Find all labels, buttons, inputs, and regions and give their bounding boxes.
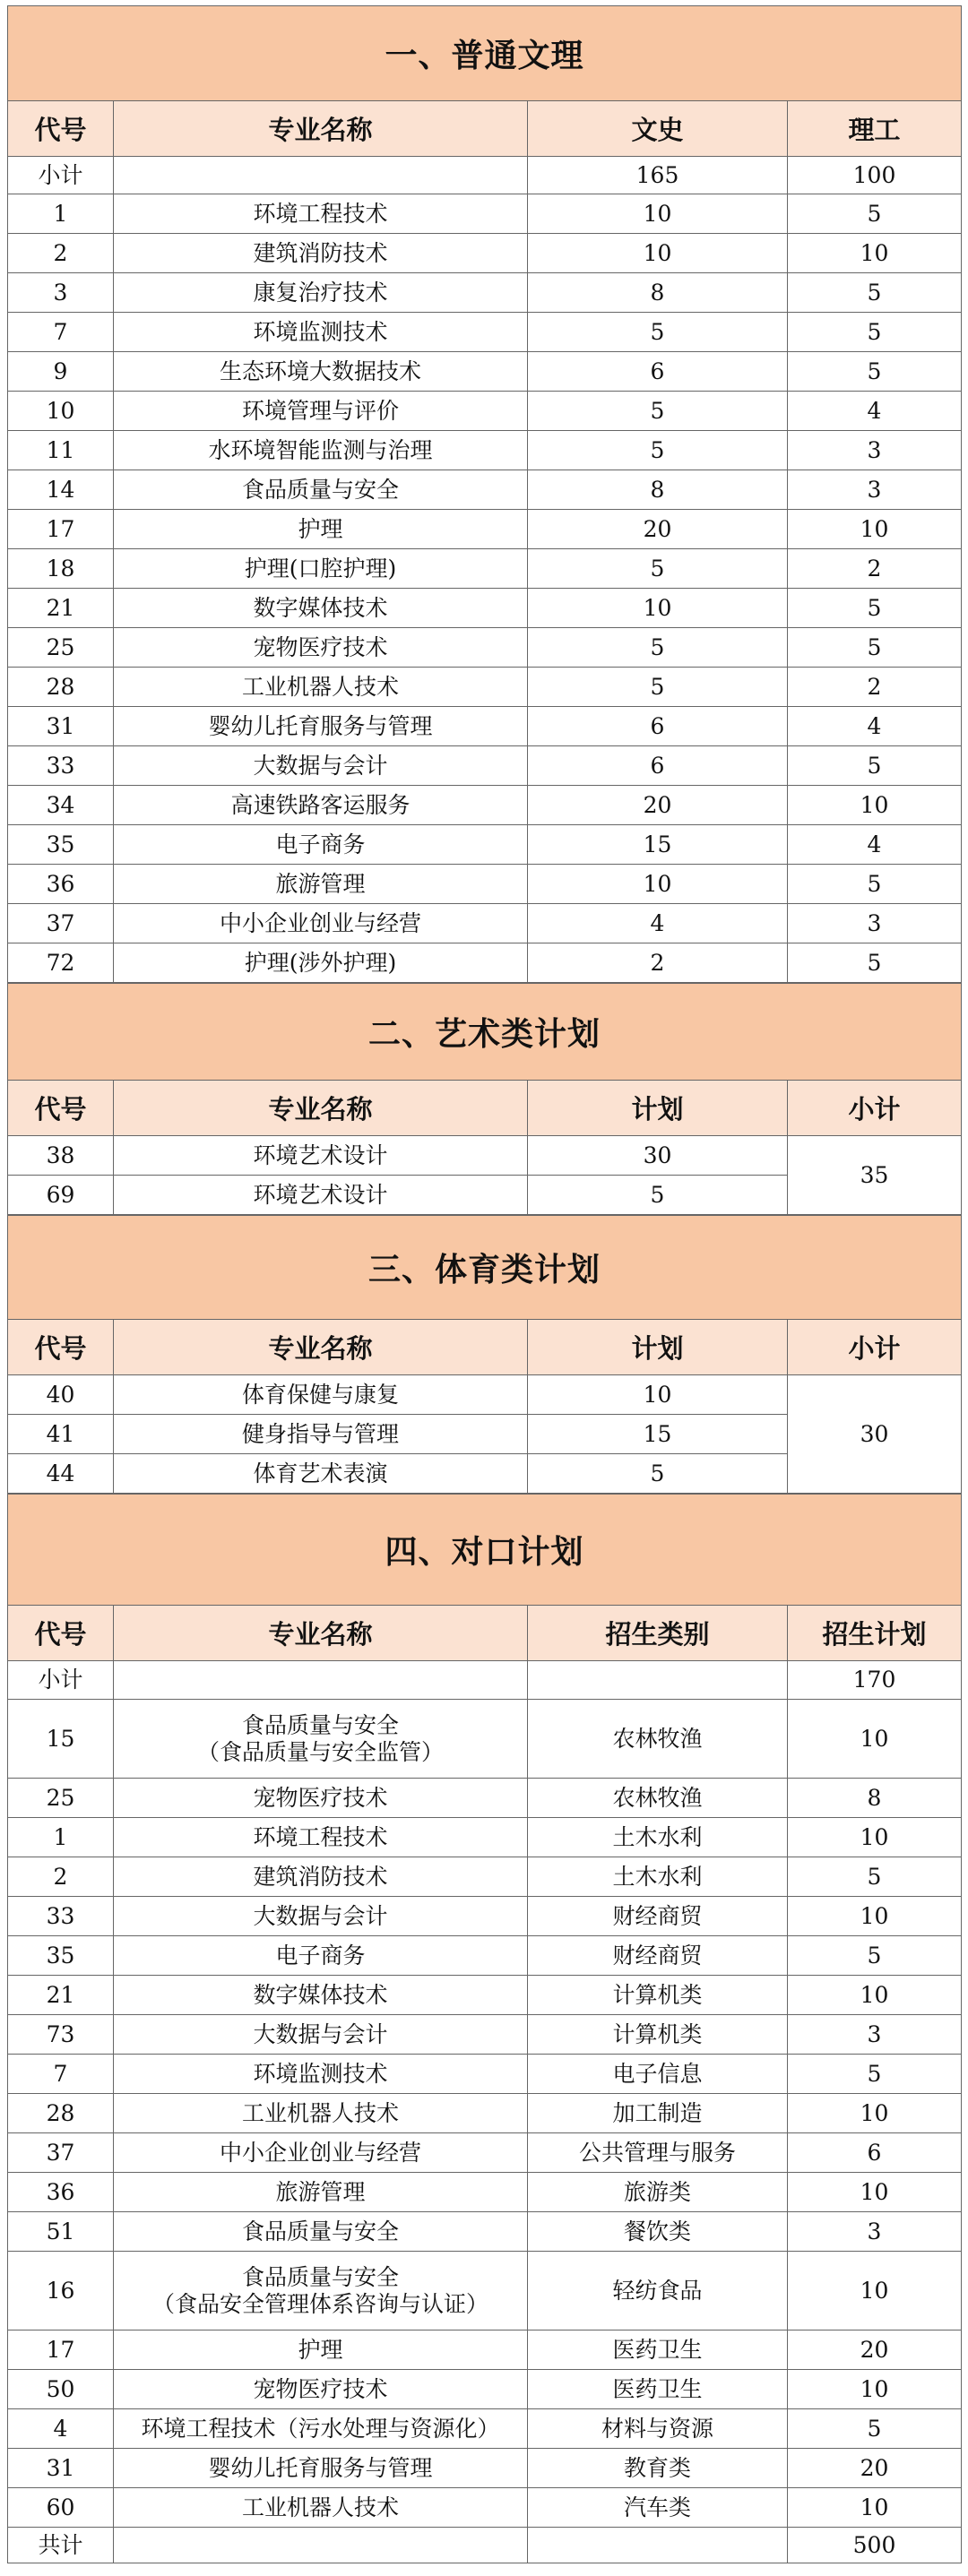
row-major: 体育保健与康复: [114, 1375, 528, 1415]
row-plan: 5: [528, 1454, 788, 1494]
row-category: 土木水利: [528, 1857, 788, 1897]
row-liberal-arts: 6: [528, 746, 788, 786]
row-science: 5: [788, 746, 962, 786]
section-title-vocational: 四、对口计划: [8, 1495, 962, 1606]
table-row: [8, 746, 962, 786]
table-row: [8, 668, 962, 707]
table-row: [8, 2094, 962, 2133]
row-category: 旅游类: [528, 2173, 788, 2212]
header-code: 代号: [8, 1320, 114, 1375]
row-major: 中小企业创业与经营: [114, 904, 528, 943]
row-major: 建筑消防技术: [114, 1857, 528, 1897]
row-enrollment: 20: [788, 2449, 962, 2488]
row-code: 7: [8, 2055, 114, 2094]
row-science: 10: [788, 234, 962, 273]
row-major: 环境监测技术: [114, 2055, 528, 2094]
subtotal-label: 小计: [8, 157, 114, 194]
table-row: [8, 865, 962, 904]
row-major-main: 食品质量与安全: [241, 2263, 399, 2290]
header-major: 专业名称: [114, 101, 528, 157]
row-major: 护理(涉外护理): [114, 943, 528, 983]
row-liberal-arts: 5: [528, 392, 788, 431]
table-row: [8, 589, 962, 628]
row-liberal-arts: 5: [528, 431, 788, 470]
subtotal-name: [114, 157, 528, 194]
row-science: 5: [788, 352, 962, 392]
row-major: 体育艺术表演: [114, 1454, 528, 1494]
table-row: [8, 1857, 962, 1897]
row-major: 婴幼儿托育服务与管理: [114, 707, 528, 746]
table-row: [8, 707, 962, 746]
row-code: 69: [8, 1176, 114, 1215]
row-plan: 5: [528, 1176, 788, 1215]
row-category: 财经商贸: [528, 1936, 788, 1976]
row-liberal-arts: 8: [528, 273, 788, 313]
table-row: [8, 2370, 962, 2409]
table-row: [8, 2173, 962, 2212]
subtotal-enrollment: 170: [788, 1661, 962, 1700]
row-code: 50: [8, 2370, 114, 2409]
row-code: 1: [8, 1818, 114, 1857]
row-liberal-arts: 10: [528, 589, 788, 628]
header-code: 代号: [8, 1606, 114, 1661]
table-header-row: [8, 1606, 962, 1661]
header-plan: 计划: [528, 1320, 788, 1375]
table-row: [8, 904, 962, 943]
table-row: [8, 1936, 962, 1976]
row-category: 餐饮类: [528, 2212, 788, 2252]
row-science: 10: [788, 510, 962, 549]
table-row: [8, 2133, 962, 2173]
table-row: [8, 2449, 962, 2488]
table-header-row: [8, 1320, 962, 1375]
row-enrollment: 10: [788, 2173, 962, 2212]
row-category: 汽车类: [528, 2488, 788, 2528]
row-code: 25: [8, 628, 114, 668]
table-row: [8, 2488, 962, 2528]
row-category: 公共管理与服务: [528, 2133, 788, 2173]
row-code: 1: [8, 194, 114, 234]
header-enrollment: 招生计划: [788, 1606, 962, 1661]
row-liberal-arts: 10: [528, 234, 788, 273]
header-plan: 计划: [528, 1081, 788, 1136]
row-code: 36: [8, 865, 114, 904]
vocational-plan-table: [7, 1494, 962, 2563]
row-code: 34: [8, 786, 114, 825]
sports-plan-table: [7, 1215, 962, 1494]
table-row: [8, 1779, 962, 1818]
row-liberal-arts: 20: [528, 510, 788, 549]
row-major: 大数据与会计: [114, 2015, 528, 2055]
row-code: 7: [8, 313, 114, 352]
row-major: 护理(口腔护理): [114, 549, 528, 589]
row-enrollment: 10: [788, 1700, 962, 1779]
table-row: [8, 352, 962, 392]
section-title-sports: 三、体育类计划: [8, 1216, 962, 1320]
row-science: 3: [788, 904, 962, 943]
total-name: [114, 2528, 528, 2563]
row-category: 计算机类: [528, 1976, 788, 2015]
table-row: [8, 470, 962, 510]
row-enrollment: 5: [788, 2409, 962, 2449]
row-liberal-arts: 15: [528, 825, 788, 865]
row-category: 土木水利: [528, 1818, 788, 1857]
row-liberal-arts: 5: [528, 549, 788, 589]
row-major: 大数据与会计: [114, 1897, 528, 1936]
art-plan-table: [7, 983, 962, 1215]
row-science: 10: [788, 786, 962, 825]
row-plan: 30: [528, 1136, 788, 1176]
row-code: 2: [8, 1857, 114, 1897]
table-row: [8, 628, 962, 668]
row-code: 31: [8, 707, 114, 746]
header-science: 理工: [788, 101, 962, 157]
row-code: 28: [8, 2094, 114, 2133]
row-science: 4: [788, 392, 962, 431]
table-row: [8, 2330, 962, 2370]
row-major: 工业机器人技术: [114, 2488, 528, 2528]
row-code: 41: [8, 1415, 114, 1454]
row-enrollment: 3: [788, 2212, 962, 2252]
table-row: [8, 1818, 962, 1857]
row-major: 中小企业创业与经营: [114, 2133, 528, 2173]
table-row: [8, 1897, 962, 1936]
table-header-row: [8, 1081, 962, 1136]
row-code: 10: [8, 392, 114, 431]
sports-subtotal: 30: [788, 1375, 962, 1494]
row-category: 电子信息: [528, 2055, 788, 2094]
row-science: 5: [788, 943, 962, 983]
row-liberal-arts: 5: [528, 668, 788, 707]
total-row: [8, 2528, 962, 2563]
row-major-direction: （食品质量与安全监管）: [196, 1738, 444, 1765]
subtotal-science: 100: [788, 157, 962, 194]
row-enrollment: 6: [788, 2133, 962, 2173]
row-code: 18: [8, 549, 114, 589]
table-header-row: [8, 101, 962, 157]
row-liberal-arts: 2: [528, 943, 788, 983]
row-liberal-arts: 20: [528, 786, 788, 825]
row-major: 旅游管理: [114, 2173, 528, 2212]
row-major: 大数据与会计: [114, 746, 528, 786]
row-science: 5: [788, 313, 962, 352]
row-category: 计算机类: [528, 2015, 788, 2055]
subtotal-row: [8, 157, 962, 194]
subtotal-row: [8, 1661, 962, 1700]
row-category: 农林牧渔: [528, 1700, 788, 1779]
row-science: 2: [788, 549, 962, 589]
row-enrollment: 5: [788, 1936, 962, 1976]
row-major: [114, 2252, 528, 2330]
table-row: [8, 234, 962, 273]
row-major: 环境艺术设计: [114, 1136, 528, 1176]
row-liberal-arts: 10: [528, 194, 788, 234]
row-science: 5: [788, 589, 962, 628]
row-code: 9: [8, 352, 114, 392]
total-category: [528, 2528, 788, 2563]
row-code: 14: [8, 470, 114, 510]
row-science: 4: [788, 707, 962, 746]
row-category: 加工制造: [528, 2094, 788, 2133]
row-enrollment: 8: [788, 1779, 962, 1818]
row-enrollment: 3: [788, 2015, 962, 2055]
row-major: 婴幼儿托育服务与管理: [114, 2449, 528, 2488]
row-liberal-arts: 8: [528, 470, 788, 510]
row-major: 宠物医疗技术: [114, 1779, 528, 1818]
table-row: [8, 825, 962, 865]
table-row: [8, 549, 962, 589]
row-code: 21: [8, 589, 114, 628]
header-code: 代号: [8, 1081, 114, 1136]
row-enrollment: 10: [788, 2252, 962, 2330]
subtotal-liberal-arts: 165: [528, 157, 788, 194]
row-liberal-arts: 6: [528, 352, 788, 392]
table-row: [8, 2055, 962, 2094]
row-code: 60: [8, 2488, 114, 2528]
row-code: 35: [8, 825, 114, 865]
row-major: 旅游管理: [114, 865, 528, 904]
row-enrollment: 10: [788, 2094, 962, 2133]
row-category: 教育类: [528, 2449, 788, 2488]
row-science: 2: [788, 668, 962, 707]
table-row: [8, 943, 962, 983]
row-major: 数字媒体技术: [114, 589, 528, 628]
row-liberal-arts: 6: [528, 707, 788, 746]
row-major: 电子商务: [114, 825, 528, 865]
row-major: 护理: [114, 510, 528, 549]
header-category: 招生类别: [528, 1606, 788, 1661]
row-major: 水环境智能监测与治理: [114, 431, 528, 470]
header-major: 专业名称: [114, 1081, 528, 1136]
row-code: 38: [8, 1136, 114, 1176]
row-enrollment: 5: [788, 1857, 962, 1897]
row-code: 17: [8, 510, 114, 549]
row-code: 4: [8, 2409, 114, 2449]
header-subtotal: 小计: [788, 1320, 962, 1375]
table-row: [8, 313, 962, 352]
row-code: 17: [8, 2330, 114, 2370]
row-science: 5: [788, 628, 962, 668]
row-code: 33: [8, 1897, 114, 1936]
row-code: 2: [8, 234, 114, 273]
row-science: 4: [788, 825, 962, 865]
row-major: 建筑消防技术: [114, 234, 528, 273]
table-row: [8, 273, 962, 313]
row-major: 宠物医疗技术: [114, 2370, 528, 2409]
row-major: 工业机器人技术: [114, 668, 528, 707]
row-code: 33: [8, 746, 114, 786]
row-plan: 10: [528, 1375, 788, 1415]
row-major-direction: （食品安全管理体系咨询与认证）: [151, 2290, 488, 2317]
total-label: 共计: [8, 2528, 114, 2563]
row-enrollment: 20: [788, 2330, 962, 2370]
row-enrollment: 10: [788, 1897, 962, 1936]
table-row: [8, 1700, 962, 1779]
header-liberal-arts: 文史: [528, 101, 788, 157]
row-major: 环境工程技术: [114, 1818, 528, 1857]
row-major: [114, 1700, 528, 1779]
row-major: 电子商务: [114, 1936, 528, 1976]
header-subtotal: 小计: [788, 1081, 962, 1136]
row-enrollment: 10: [788, 1818, 962, 1857]
general-plan-table: [7, 5, 962, 983]
row-science: 5: [788, 273, 962, 313]
table-row: [8, 2252, 962, 2330]
table-row: [8, 1136, 962, 1176]
row-major: 工业机器人技术: [114, 2094, 528, 2133]
row-liberal-arts: 5: [528, 628, 788, 668]
row-code: 28: [8, 668, 114, 707]
row-code: 31: [8, 2449, 114, 2488]
row-enrollment: 10: [788, 2370, 962, 2409]
row-major: 环境管理与评价: [114, 392, 528, 431]
table-row: [8, 1976, 962, 2015]
row-code: 15: [8, 1700, 114, 1779]
row-major: 宠物医疗技术: [114, 628, 528, 668]
table-row: [8, 786, 962, 825]
row-category: 医药卫生: [528, 2370, 788, 2409]
row-major: 生态环境大数据技术: [114, 352, 528, 392]
section-title-general: 一、普通文理: [8, 6, 962, 101]
row-category: 农林牧渔: [528, 1779, 788, 1818]
row-code: 40: [8, 1375, 114, 1415]
row-enrollment: 5: [788, 2055, 962, 2094]
row-code: 37: [8, 904, 114, 943]
row-major: 数字媒体技术: [114, 1976, 528, 2015]
row-code: 3: [8, 273, 114, 313]
row-category: 医药卫生: [528, 2330, 788, 2370]
table-row: [8, 2015, 962, 2055]
row-science: 5: [788, 865, 962, 904]
row-major: 环境监测技术: [114, 313, 528, 352]
row-code: 44: [8, 1454, 114, 1494]
table-row: [8, 510, 962, 549]
section-title-art: 二、艺术类计划: [8, 984, 962, 1081]
row-category: 轻纺食品: [528, 2252, 788, 2330]
row-code: 35: [8, 1936, 114, 1976]
header-major: 专业名称: [114, 1320, 528, 1375]
row-code: 11: [8, 431, 114, 470]
total-enrollment: 500: [788, 2528, 962, 2563]
row-major: 环境工程技术（污水处理与资源化）: [114, 2409, 528, 2449]
subtotal-category: [528, 1661, 788, 1700]
row-category: 财经商贸: [528, 1897, 788, 1936]
subtotal-label: 小计: [8, 1661, 114, 1700]
row-major: 康复治疗技术: [114, 273, 528, 313]
row-liberal-arts: 5: [528, 313, 788, 352]
row-code: 37: [8, 2133, 114, 2173]
row-major: 护理: [114, 2330, 528, 2370]
table-row: [8, 194, 962, 234]
row-enrollment: 10: [788, 1976, 962, 2015]
table-row: [8, 2409, 962, 2449]
row-category: 材料与资源: [528, 2409, 788, 2449]
table-row: [8, 1375, 962, 1415]
row-major: 环境艺术设计: [114, 1176, 528, 1215]
row-major: 食品质量与安全: [114, 470, 528, 510]
subtotal-name: [114, 1661, 528, 1700]
row-code: 21: [8, 1976, 114, 2015]
row-science: 3: [788, 431, 962, 470]
row-code: 73: [8, 2015, 114, 2055]
header-code: 代号: [8, 101, 114, 157]
row-major-main: 食品质量与安全: [241, 1711, 399, 1738]
row-major: 环境工程技术: [114, 194, 528, 234]
row-code: 72: [8, 943, 114, 983]
row-major: 食品质量与安全: [114, 2212, 528, 2252]
row-liberal-arts: 10: [528, 865, 788, 904]
header-major: 专业名称: [114, 1606, 528, 1661]
row-code: 16: [8, 2252, 114, 2330]
table-row: [8, 392, 962, 431]
row-code: 51: [8, 2212, 114, 2252]
table-row: [8, 2212, 962, 2252]
row-code: 36: [8, 2173, 114, 2212]
table-row: [8, 431, 962, 470]
row-major: 健身指导与管理: [114, 1415, 528, 1454]
row-science: 3: [788, 470, 962, 510]
row-plan: 15: [528, 1415, 788, 1454]
row-code: 25: [8, 1779, 114, 1818]
row-science: 5: [788, 194, 962, 234]
art-subtotal: 35: [788, 1136, 962, 1215]
row-liberal-arts: 4: [528, 904, 788, 943]
row-major: 高速铁路客运服务: [114, 786, 528, 825]
row-enrollment: 10: [788, 2488, 962, 2528]
